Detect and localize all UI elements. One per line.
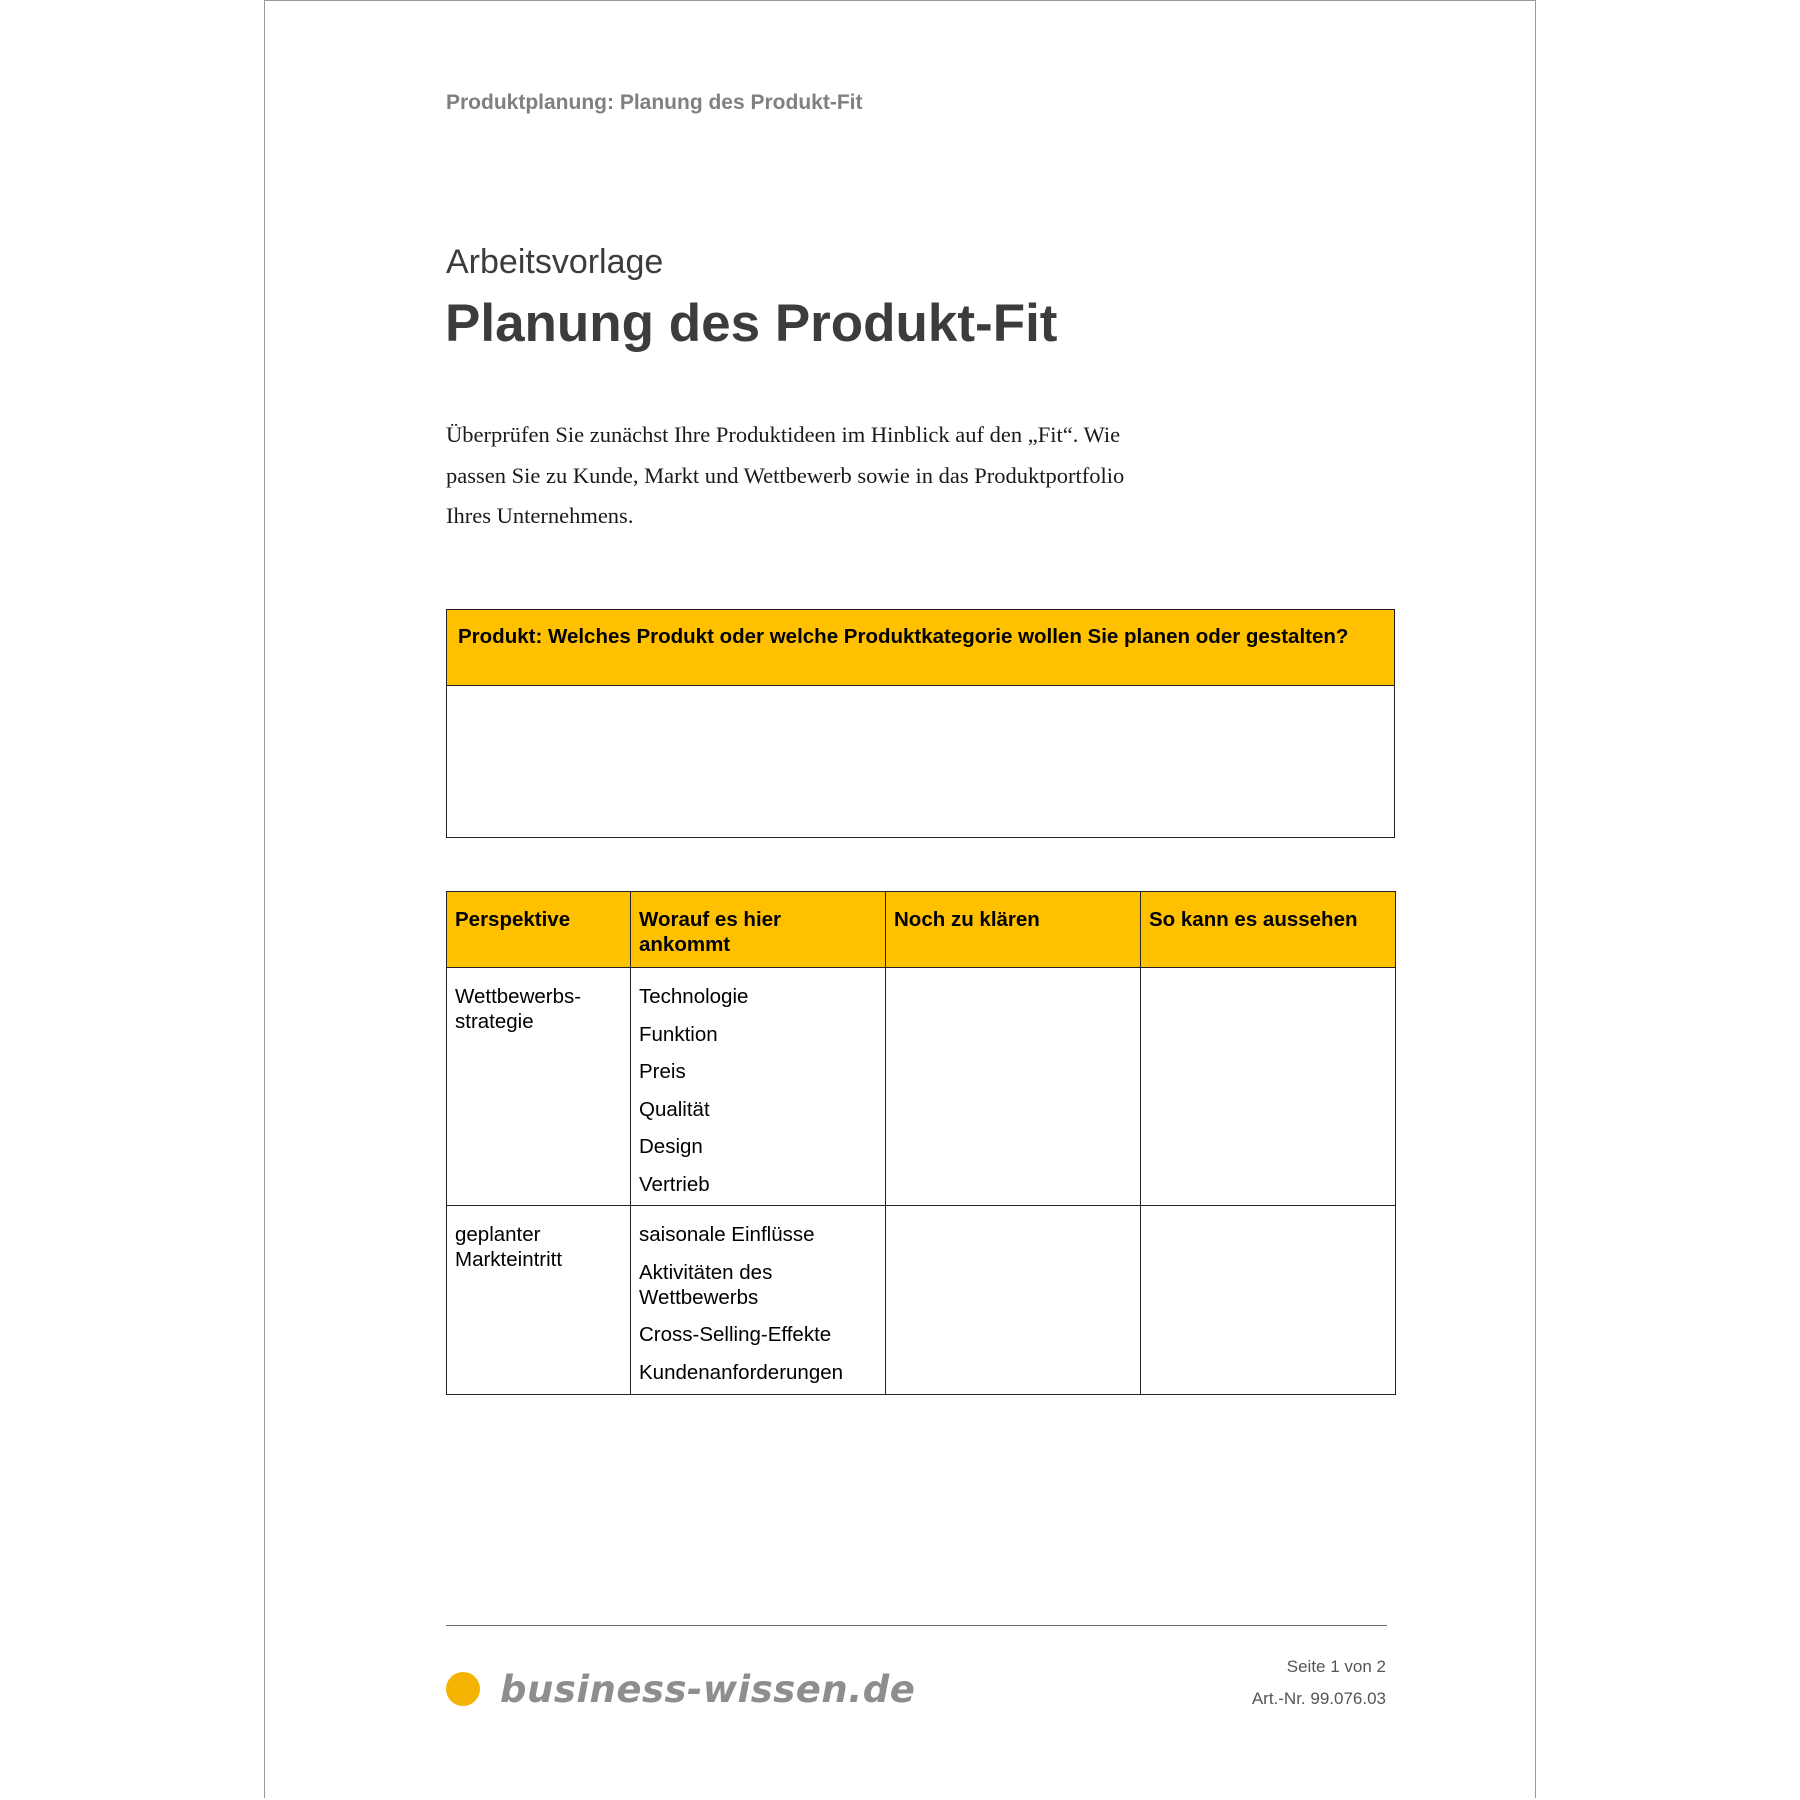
product-answer-field[interactable] (447, 686, 1394, 836)
table-header-row (447, 892, 1396, 968)
criterion-item: Funktion (639, 1022, 718, 1046)
criterion-item: Aktivitäten des Wettbewerbs (639, 1260, 773, 1309)
column-header-criteria: Worauf es hier ankommt (631, 892, 886, 968)
intro-line: passen Sie zu Kunde, Markt und Wettbewerb sowie in das Produktportfolio (446, 462, 1125, 488)
intro-line: Überprüfen Sie zunächst Ihre Produktideen im Hinblick auf den „Fit“. Wie (446, 422, 1121, 447)
criterion-item: Qualität (639, 1097, 710, 1121)
criterion-item: Technologie (639, 985, 749, 1008)
footer-divider (446, 1625, 1387, 1626)
running-header: Produktplanung: Planung des Produkt-Fit (446, 91, 863, 114)
to-clarify-cell[interactable] (886, 1206, 1141, 1395)
criteria-cell (631, 1206, 886, 1395)
criterion-item: Kundenanforderungen (639, 1360, 844, 1384)
article-number: Art.-Nr. 99.076.03 (1251, 1689, 1386, 1708)
brand-wordmark: business-wissen.de (500, 1667, 916, 1711)
to-clarify-cell[interactable] (886, 968, 1141, 1206)
document-page (264, 0, 1536, 1798)
product-question-box (446, 609, 1395, 838)
column-header-could-look-like: So kann es aussehen (1141, 892, 1396, 968)
intro-paragraph (446, 415, 1206, 537)
column-header-to-clarify: Noch zu klären (886, 892, 1141, 968)
page-number: Seite 1 von 2 (1286, 1657, 1386, 1676)
could-look-like-cell[interactable] (1141, 968, 1396, 1206)
criterion-item: saisonale Einflüsse (639, 1223, 815, 1246)
document-kind: Arbeitsvorlage (446, 243, 664, 281)
criterion-item: Preis (639, 1060, 686, 1083)
column-header-perspective: Perspektive (447, 892, 631, 968)
product-question: Produkt: Welches Produkt oder welche Produktkategorie wollen Sie planen oder gestalten? (447, 610, 1394, 686)
brand-logo (446, 1664, 915, 1714)
page-info (1252, 1651, 1386, 1715)
could-look-like-cell[interactable] (1141, 1206, 1396, 1395)
table-row (447, 968, 1396, 1206)
perspective-label: geplanter Markteintritt (455, 1223, 563, 1271)
perspective-label: Wettbewerbs-strategie (455, 985, 582, 1033)
criteria-cell (631, 968, 886, 1206)
criterion-item: Vertrieb (639, 1172, 710, 1196)
perspective-cell (447, 968, 631, 1206)
brand-dot-icon (446, 1672, 480, 1706)
fit-planning-table (446, 891, 1396, 1395)
criterion-item: Design (639, 1135, 703, 1158)
intro-line: Ihres Unternehmens. (446, 503, 634, 528)
table-row (447, 1206, 1396, 1395)
page-title: Planung des Produkt-Fit (445, 294, 1058, 353)
perspective-cell (447, 1206, 631, 1395)
criterion-item: Cross-Selling-Effekte (639, 1323, 832, 1346)
